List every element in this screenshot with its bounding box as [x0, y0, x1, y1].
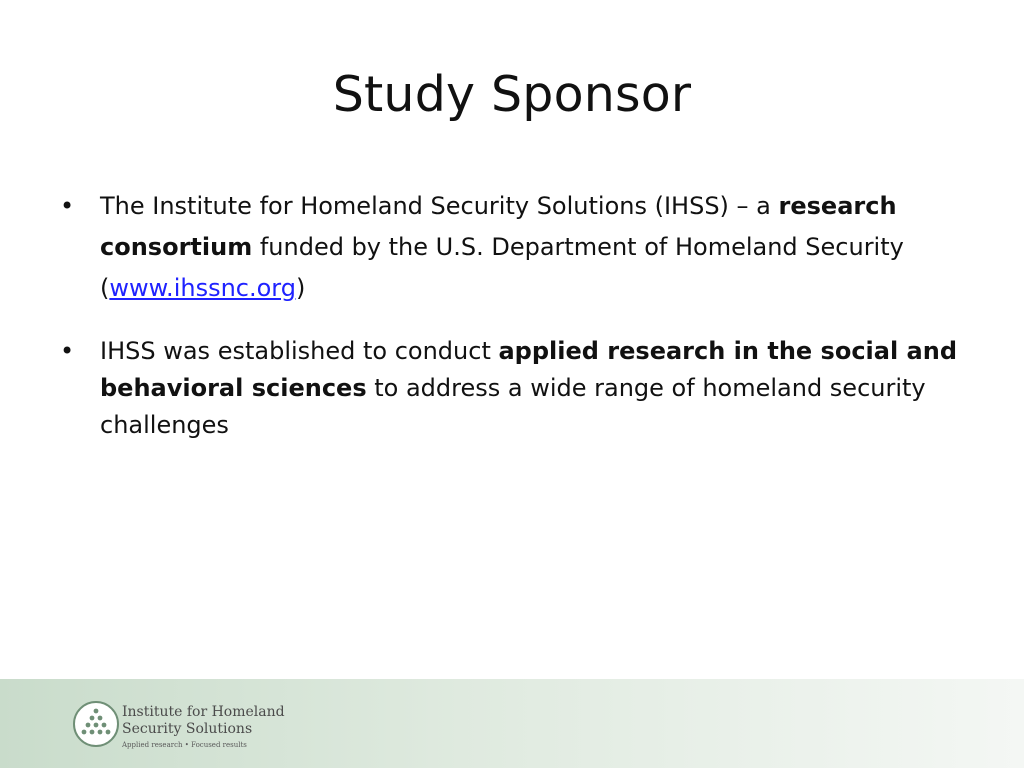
bullet-text-part: funded by the U.S. Department of Homeland Security ( [100, 233, 904, 302]
bullet-text-bold: research consortium [100, 192, 897, 261]
bullet-item-mission [60, 333, 980, 444]
bullet-text-part: to address a wide range of homeland security challenges [100, 374, 926, 439]
logo-line-2: Security Solutions [122, 721, 253, 737]
bullet-text-part: ) [295, 274, 306, 302]
bullet-list [60, 186, 980, 468]
logo-line-1: Institute for Homeland [122, 704, 285, 720]
bullet-marker: • [60, 192, 75, 220]
logo-wordmark [122, 704, 285, 750]
triangle-dots-circle-logo-icon [72, 700, 120, 748]
bullet-text-bold: applied research in the social and behavioral sciences [100, 337, 958, 402]
logo-tagline: Applied research • Focused results [122, 741, 247, 749]
slide-title: Study Sponsor [332, 66, 692, 123]
footer-band [0, 679, 1024, 768]
bullet-text-part: The Institute for Homeland Security Solutions (IHSS) – a [100, 192, 779, 220]
bullet-marker: • [60, 337, 75, 365]
ihss-website-link[interactable]: www.ihssnc.org [109, 274, 296, 302]
bullet-item-sponsor [60, 186, 980, 309]
bullet-text-part: IHSS was established to conduct [100, 337, 499, 365]
